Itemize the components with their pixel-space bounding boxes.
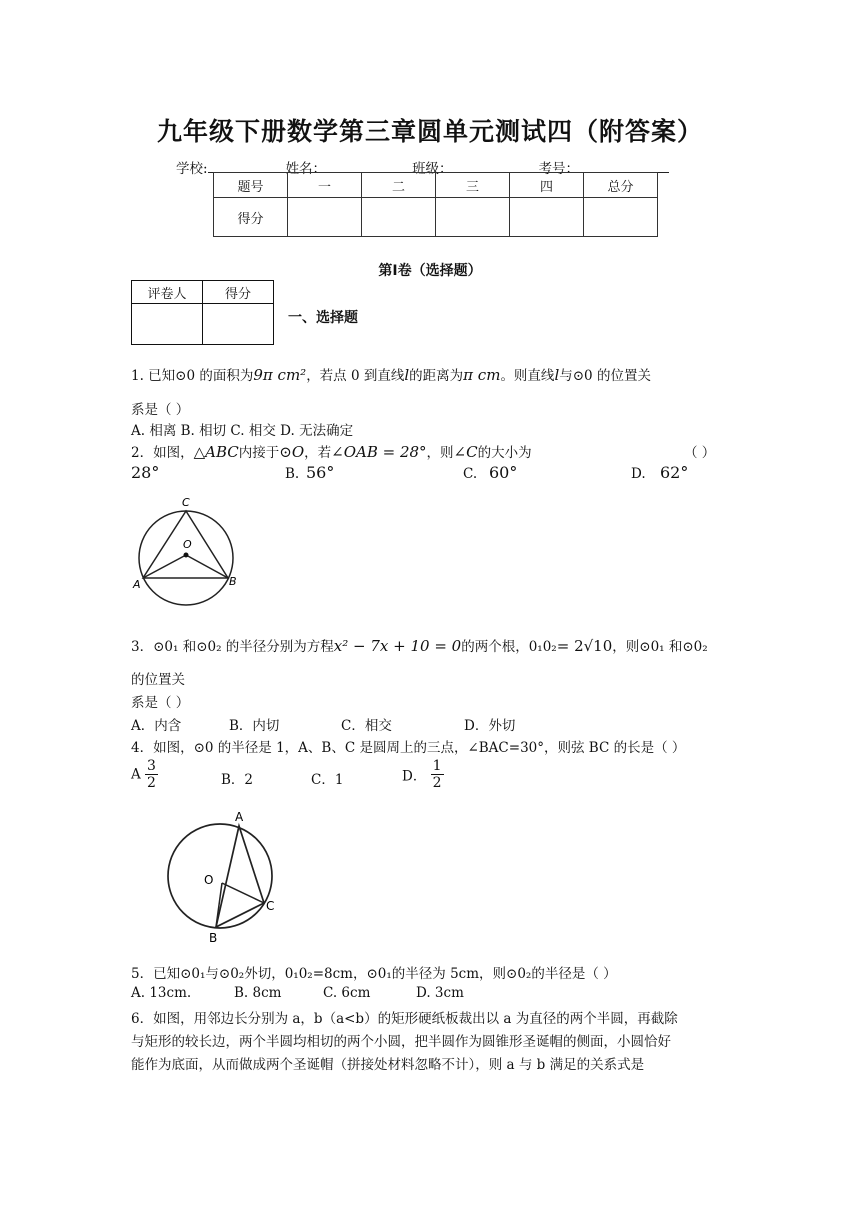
question-6-line-3: 能作为底面，从而做成两个圣诞帽（拼接处材料忽略不计），则 a 与 b 满足的关系式是 bbox=[131, 1057, 645, 1073]
q4-a-denominator: 2 bbox=[147, 775, 156, 791]
name-blank[interactable] bbox=[326, 158, 412, 173]
q1-line-l: l bbox=[404, 366, 410, 384]
question-4-line: 4．如图，⊙0 的半径是 1，A、B、C 是圆周上的三点，∠BAC=30°，则弦 BC 的长是（ ） bbox=[131, 740, 686, 756]
q1-text-a: 1. 已知⊙0 的面积为 bbox=[131, 368, 254, 384]
score-cell[interactable] bbox=[288, 198, 362, 237]
q4-d-numerator: 1 bbox=[432, 758, 442, 774]
q4-option-a bbox=[131, 758, 158, 791]
q3-option-b: B．内切 bbox=[229, 718, 280, 734]
q4-d-denominator: 2 bbox=[432, 775, 442, 791]
q2-option-b-label: B. bbox=[285, 466, 300, 482]
exam-no-label: 考号： bbox=[538, 161, 580, 177]
score-header-cell: 二 bbox=[362, 173, 436, 198]
q4-option-c: C．1 bbox=[311, 772, 344, 788]
score-header-cell: 四 bbox=[510, 173, 584, 198]
q2-text-b: 内接于 bbox=[238, 445, 280, 461]
q3-text-b: 的两个根，0₁0₂ bbox=[461, 639, 557, 655]
q1-distance-expr: π cm bbox=[463, 366, 501, 384]
q4-option-a-fraction bbox=[145, 758, 158, 791]
q2-radius-oa bbox=[143, 555, 186, 578]
q2-label-o: O bbox=[183, 538, 192, 551]
q1-line-l2: l bbox=[554, 366, 560, 384]
q3-option-a: A．内含 bbox=[131, 718, 182, 734]
q4-label-o: O bbox=[204, 873, 214, 887]
question-6-line-1: 6．如图，用邻边长分别为 a，b（a<b）的矩形硬纸板裁出以 a 为直径的两个半圆，再截除 bbox=[131, 1011, 678, 1027]
q2-answer-paren: （ ） bbox=[684, 445, 716, 461]
q4-label-c: C bbox=[266, 899, 275, 913]
grader-cell[interactable] bbox=[132, 304, 203, 345]
score-header-cell: 总分 bbox=[584, 173, 658, 198]
q5-option-a: A. 13cm. bbox=[131, 985, 192, 1001]
q2-triangle: △ABC bbox=[193, 443, 239, 461]
q4-label-b: B bbox=[209, 931, 218, 945]
score-header-cell: 一 bbox=[288, 173, 362, 198]
grader-header-cell: 得分 bbox=[203, 281, 274, 304]
section-title: 第Ⅰ卷（选择题） bbox=[378, 263, 482, 279]
score-header-cell: 三 bbox=[436, 173, 510, 198]
q2-label-b: B bbox=[229, 575, 237, 588]
grader-table bbox=[131, 280, 274, 345]
q1-text-b: ，若点 0 到直线 bbox=[306, 368, 405, 384]
q2-angle-c: ∠C bbox=[453, 443, 478, 461]
q2-text-d: ，则 bbox=[426, 445, 454, 461]
q2-label-c: C bbox=[182, 496, 190, 509]
q3-text-a: 3．⊙0₁ 和⊙0₂ 的半径分别为方程 bbox=[131, 639, 334, 655]
q2-figure bbox=[128, 494, 248, 614]
q2-circle-shape bbox=[139, 511, 233, 605]
class-blank[interactable] bbox=[453, 158, 539, 173]
question-3-cont1: 的位置关 bbox=[131, 672, 185, 688]
q2-center-dot bbox=[184, 553, 189, 558]
q1-area-expr: 9π cm² bbox=[253, 366, 307, 384]
question-3-line bbox=[131, 635, 708, 655]
q2-angle-oab: ∠OAB = 28° bbox=[331, 443, 427, 461]
name-label: 姓名： bbox=[285, 161, 327, 177]
q1-text-d: 。则直线 bbox=[500, 368, 555, 384]
question-3-cont2: 系是（ ） bbox=[131, 695, 190, 711]
page-title: 九年级下册数学第三章圆单元测试四（附答案） bbox=[156, 117, 703, 146]
q5-option-d: D. 3cm bbox=[416, 985, 464, 1001]
q2-option-d-label: D. bbox=[631, 466, 646, 482]
grader-header-cell: 评卷人 bbox=[132, 281, 203, 304]
grader-cell[interactable] bbox=[203, 304, 274, 345]
q2-text-e: 的大小为 bbox=[477, 445, 532, 461]
question-1-line bbox=[131, 364, 651, 384]
q4-label-a: A bbox=[235, 810, 244, 824]
q3-option-d: D．外切 bbox=[464, 718, 516, 734]
part-title: 一、选择题 bbox=[288, 310, 358, 326]
score-table bbox=[213, 172, 658, 237]
q4-option-d-label: D． bbox=[402, 768, 427, 785]
q2-option-b: 56° bbox=[306, 463, 335, 482]
question-5-line: 5．已知⊙0₁与⊙0₂外切，0₁0₂=8cm，⊙0₁的半径为 5cm，则⊙0₂的半径是（ ） bbox=[131, 966, 617, 982]
exam-no-blank[interactable] bbox=[579, 158, 669, 173]
question-2-line bbox=[131, 441, 532, 461]
score-header-cell: 题号 bbox=[214, 173, 288, 198]
q2-text-c: ，若 bbox=[304, 445, 332, 461]
score-cell[interactable] bbox=[584, 198, 658, 237]
q2-option-c-label: C. bbox=[463, 466, 478, 482]
question-1-options: A. 相离 B. 相切 C. 相交 D. 无法确定 bbox=[131, 423, 354, 439]
q2-option-d: 62° bbox=[660, 463, 689, 482]
q1-text-e: 与⊙0 的位置关 bbox=[559, 368, 651, 384]
q2-option-c: 60° bbox=[489, 463, 518, 482]
class-label: 班级： bbox=[412, 161, 453, 177]
score-cell[interactable] bbox=[510, 198, 584, 237]
q4-option-a-label: A bbox=[131, 766, 141, 783]
q5-option-c: C. 6cm bbox=[323, 985, 371, 1001]
q1-text-c: 的距离为 bbox=[409, 368, 464, 384]
score-row-label: 得分 bbox=[214, 198, 288, 237]
q2-text-a: 2．如图， bbox=[131, 445, 194, 461]
q3-text-c: ，则⊙0₁ 和⊙0₂ bbox=[612, 639, 708, 655]
q3-equation: x² − 7x + 10 = 0 bbox=[333, 637, 462, 655]
q4-a-numerator: 3 bbox=[147, 758, 156, 774]
q4-option-d-fraction bbox=[431, 758, 444, 791]
q4-option-d bbox=[402, 758, 444, 791]
q2-radius-ob bbox=[186, 555, 228, 578]
q4-figure bbox=[160, 806, 290, 946]
question-6-line-2: 与矩形的较长边，两个半圆均相切的两个小圆，把半圆作为圆锥形圣诞帽的侧面，小圆恰好 bbox=[131, 1034, 671, 1050]
question-1-cont: 系是（ ） bbox=[131, 402, 190, 418]
q3-distance: = 2√10 bbox=[556, 637, 613, 655]
q2-circle: ⊙O bbox=[279, 443, 305, 461]
q3-option-c: C．相交 bbox=[341, 718, 392, 734]
score-cell[interactable] bbox=[362, 198, 436, 237]
school-label: 学校: bbox=[176, 161, 208, 177]
school-blank[interactable] bbox=[208, 158, 286, 173]
score-cell[interactable] bbox=[436, 198, 510, 237]
q2-option-a: 28° bbox=[131, 463, 160, 482]
q5-option-b: B. 8cm bbox=[234, 985, 282, 1001]
q2-label-a: A bbox=[133, 578, 141, 591]
q4-option-b: B．2 bbox=[221, 772, 254, 788]
